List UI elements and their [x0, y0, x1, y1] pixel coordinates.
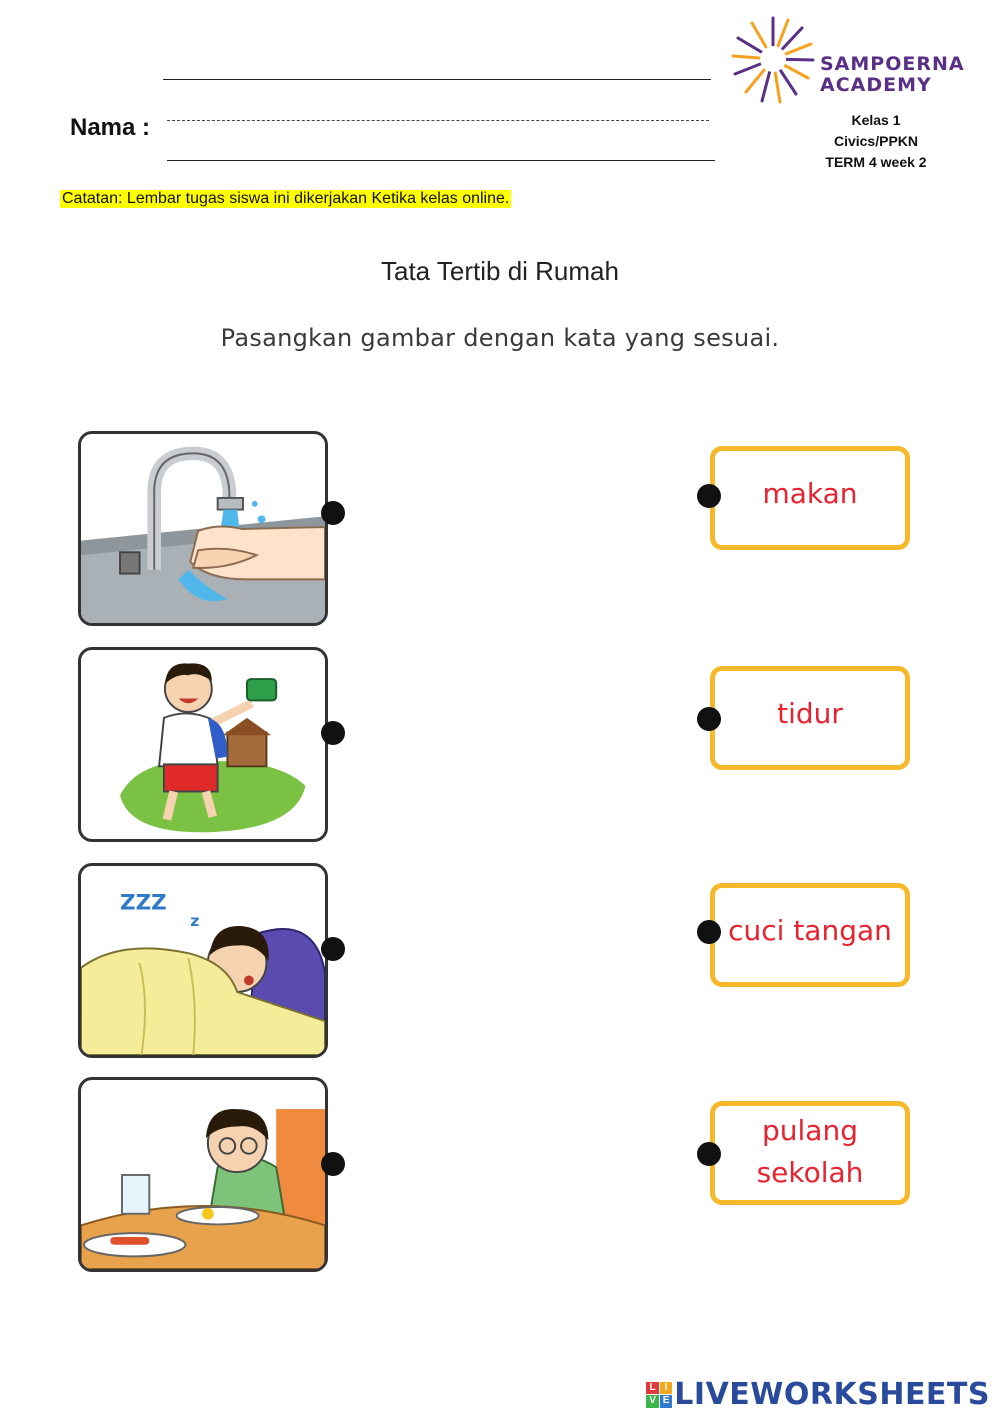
- name-line-bottom: [167, 160, 715, 161]
- sampoerna-logo-text: [820, 54, 965, 96]
- word-box-makan: [710, 446, 910, 550]
- word-dot-1[interactable]: [697, 484, 721, 508]
- note-highlight: Catatan: Lembar tugas siswa ini dikerjakan Ketika kelas online.: [62, 190, 510, 207]
- liveworksheets-grid-icon: L I V E: [646, 1382, 672, 1408]
- instruction-text: Pasangkan gambar dengan kata yang sesuai.: [220, 324, 780, 352]
- class-level: Kelas 1: [851, 112, 901, 128]
- word-pulang: pulang: [762, 1114, 858, 1147]
- sleeping-picture: [78, 863, 328, 1058]
- picture-dot-3[interactable]: [321, 937, 345, 961]
- page-title: Tata Tertib di Rumah: [381, 256, 619, 286]
- word-dot-4[interactable]: [697, 1142, 721, 1166]
- word-dot-3[interactable]: [697, 920, 721, 944]
- class-term: TERM 4 week 2: [825, 154, 927, 170]
- name-label: Nama :: [70, 114, 151, 141]
- name-line-dashed[interactable]: [167, 120, 709, 121]
- word-box-tidur: [710, 666, 910, 770]
- word-box-pulang-sekolah: [710, 1101, 910, 1205]
- name-line-top: [163, 79, 711, 80]
- picture-dot-1[interactable]: [321, 501, 345, 525]
- liveworksheets-logo: [646, 1377, 990, 1412]
- class-info: [800, 110, 952, 173]
- picture-dot-4[interactable]: [321, 1152, 345, 1176]
- word-cuci-tangan: cuci tangan: [728, 914, 892, 947]
- svg-text:z: z: [190, 912, 200, 931]
- word-box-cuci-tangan: [710, 883, 910, 987]
- liveworksheets-text: LIVEWORKSHEETS: [674, 1377, 990, 1412]
- word-makan: makan: [762, 477, 858, 510]
- washing-hands-picture: [78, 431, 328, 626]
- going-home-picture: [78, 647, 328, 842]
- word-dot-2[interactable]: [697, 707, 721, 731]
- class-subject: Civics/PPKN: [833, 133, 919, 149]
- word-sekolah: sekolah: [756, 1156, 864, 1189]
- logo-line-1: SAMPOERNA: [820, 53, 965, 75]
- eating-picture: [78, 1077, 328, 1272]
- sampoerna-burst-icon: [730, 12, 816, 106]
- word-tidur: tidur: [777, 697, 843, 730]
- picture-dot-2[interactable]: [321, 721, 345, 745]
- svg-text:ZZZ: ZZZ: [120, 890, 167, 916]
- logo-line-2: ACADEMY: [820, 74, 932, 96]
